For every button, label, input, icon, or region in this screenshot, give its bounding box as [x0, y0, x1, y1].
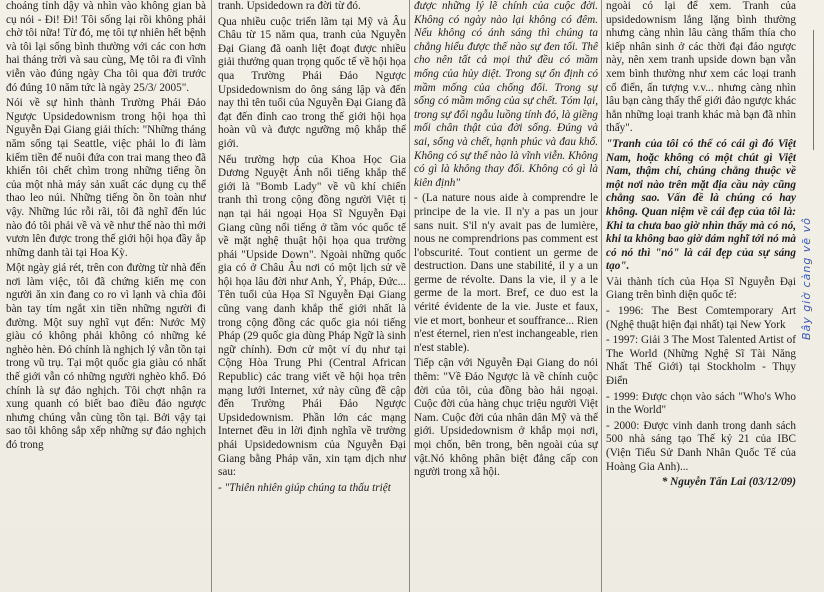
author-signature: * Nguyễn Tấn Lai (03/12/09) — [661, 476, 796, 489]
paragraph: Nói về sự hình thành Trường Phái Đảo Ngược Upsidedownism trong hội họa thì Nguyễn Đại Giang giải thích: "Những tháng năm sống tại Seattle, việc phải lo đi làm kiếm tiền để nuôi đứa con trai mang theo đã khiến tôi chết chìm trong những tiếng ồn của một nhà máy sản xuất các dụng cụ thể thao leo núi. Những tiếng ồn ồn toàn như vậy. Những lúc rỗi rãi, tôi đã nghĩ đến lúc nào đó tôi phải về và vẽ như thế nào thì mới vươn lên được trong thế giới hội họa đầy ắp những danh tài tại Hoa Kỳ. — [6, 97, 206, 259]
paragraph: - 2000: Được vinh danh trong danh sách 500 nhà sáng tạo Thế kỷ 21 của IBC (Viện Tiểu Sử Danh Nhân Quốc Tế của Hoàng Gia Anh)... — [606, 419, 796, 473]
paragraph: Qua nhiều cuộc triển lãm tại Mỹ và Âu Châu từ 15 năm qua, tranh của Nguyễn Đại Giang đã oanh liệt đoạt được nhiều giải thưởng quan trọng quốc tế về hội họa qua Trường Phái Đảo Ngược Upsidedownism do ông sáng lập và đến nay thì tên tuổi của Nguyễn Đại Giang đã đạt đến đỉnh cao trong thế giới hội họa hoàn vũ và được ngưỡng mộ khắp thế giới. — [218, 15, 406, 150]
paragraph: tranh. Upsidedown ra đời từ đó. — [218, 0, 361, 12]
paragraph: - 1999: Được chọn vào sách "Who's Who in the World" — [606, 390, 796, 417]
handwritten-note: Bây giờ càng vẽ vô — [800, 217, 813, 340]
article-column-4 — [606, 0, 796, 592]
paragraph: ngoài có lại để xem. Tranh của upsidedownism lắng lặng bình thường nhưng càng nhìn lâu càng thấm thía cho kiếp nhân sinh ở các thời đại đảo ngược này, nên xem tranh upside down bạn vẫn xem bình thường như xem các loại tranh cổ điển, ấn tượng v.v... nhưng càng nhìn lâu bạn càng thấy thế giới đảo ngược khác hẳn những loại tranh khác mà bạn đã nhìn thấy". — [606, 0, 796, 135]
paragraph: Vài thành tích của Họa Sĩ Nguyễn Đại Giang trên bình diện quốc tế: — [606, 275, 796, 302]
paragraph: được những lý lẽ chính của cuộc đời. Không có ngày nào lại không có đêm. Nếu không có ánh sáng thì chúng ta chẳng hiểu được thế nào sự đen tối. Thế cho nên tất cả mọi thứ đều có mầm mống của hủy diệt. Trong sự ổn định có mầm mống của chống đối. Trong sự sống có mầm mống của sự chết. Tóm lại, trong sự đối ngẫu luồng tính đó, là giềng mối chân thật của đời sống. Đúng và sai, sống và chết, hạnh phúc và đau khổ. Không có sự thế nào là vĩnh viễn. Không có gì là không thay đổi. Không có gì là kiên định" — [414, 0, 598, 189]
column-rule — [601, 0, 602, 592]
paragraph: - "Thiên nhiên giúp chúng ta thấu triệt — [218, 481, 391, 494]
paragraph: Nếu trường hợp của Khoa Học Gia Dương Nguyệt Ánh nổi tiếng khắp thế giới là "Bomb Lady" về vũ khí chiến tranh thì trong cộng đồng người Việt tị nạn tại hải ngoại Họa Sĩ Nguyễn Đại Giang cũng nổi tiếng ở tầm vóc quốc tế về mặt nghệ thuật hội họa qua trường phái "Upside Down". Ngoài những quốc gia có ở Châu Âu nơi có một lịch sử về hội họa lâu đời như Anh, Ý, Pháp, Đức... Tên tuổi của Họa Sĩ Nguyễn Đại Giang cũng vang danh khắp thế giới nhất là trong cộng đồng các quốc gia nói tiếng Pháp (29 quốc gia dùng Pháp Ngữ là sinh ngữ chính). Đơn cử một ví dụ như tại Cộng Hòa Trung Phi (Central African Republic) các trang viết về hội họa trên mạng lưới Internet, xứ này cũng đề cập đến Trường Phái Đảo Ngược Upsidedownism. Phần lớn các mạng Internet đều in lời định nghĩa về trường phái Upsidedownism của Nguyễn Đại Giang bằng Pháp văn, xin tạm dịch như sau: — [218, 153, 406, 479]
paragraph: "Tranh của tôi có thể có cái gì đó Việt Nam, hoặc không có một chút gì Việt Nam, thậm chí, chúng chẳng thuộc về một nơi nào trên mặt địa cầu này cũng chẳng sao. Vấn đề là chúng có hay không. Quan niệm về cái đẹp của tôi là: Khi ta chưa bao giờ nhìn thấy mà có nó, khi ta không bao giờ dám nghĩ tới nó mà có nó thì "nó" là cái đẹp của sự sáng tạo". — [606, 137, 796, 273]
column-rule — [211, 0, 212, 592]
paragraph: choáng tỉnh dậy và nhìn vào không gian bà cụ nói - Đi! Đi! Tôi sống lại rồi không phải chờ tôi nữa! Từ đó, mẹ tôi tự nhiên hết bệnh và tôi lại sống bình thường với các con hơn hai tháng trời và sau cùng, Mẹ tôi ra đi vĩnh viễn vào đúng ngày Cha tôi qua đời trước đó đúng 10 năm tức là ngày 25/3/ 2005". — [6, 0, 206, 94]
paragraph: Một ngày giá rét, trên con đường từ nhà đến nơi làm việc, tôi đã chứng kiến mẹ con người ăn xin đang co ro vì lạnh và chìa đôi bàn tay tím ngắt xin tiền những người đi đường. Một suy nghĩ vụt đến: Nước Mỹ giàu có không phải không có những kẻ nghèo hèn. Đó chính là nghịch lý vẫn tồn tại trong vũ trụ. Tại một quốc gia giàu có nhất thế giới vẫn có những người nghèo khổ. Đó chính là sự đảo nghịch. Tôi chợt nhận ra xung quanh có biết bao điều đảo ngược nhưng chúng vẫn cùng tồn tại. Bởi vậy tại sao tôi không sắp xếp những sự đảo nghịch đó trong — [6, 262, 206, 451]
article-column-1 — [6, 0, 206, 592]
paragraph: - 1997: Giải 3 The Most Talented Artist of The World (Những Nghệ Sĩ Tài Năng Nhất Thế Giới) tại Stockholm - Thụy Điển — [606, 334, 796, 388]
paragraph: Tiếp cận với Nguyễn Đại Giang do nói thêm: "Về Đảo Ngược là về chính cuộc đời của tôi, của đồng bào hải ngoại. Cuộc đời của hàng chục triệu người Việt Nam. Cuộc đời của nhân dân Mỹ và thế giới. Upsidedownism ở khắp mọi nơi, mọi chốn, bên trong, bên ngoài của sự vật.Nó không phân biệt đẳng cấp con người trong xã hội. — [414, 357, 598, 479]
column-rule — [409, 0, 410, 592]
article-column-2 — [218, 0, 406, 592]
paragraph: - (La nature nous aide à comprendre le principe de la vie. Il n'y a pas un jour sans nuit. S'il n'y avait pas de lumière, nous ne comprendrions pas comment est l'obscurité. Tout contient un germe de destruction. Dans une stabilité, il y a un germe de révolte. Dans la vie, il y a le germe de la mort. Bref, ce duo est la vérité évidente de la vie. Juste et faux, vie et mort, bonheur et souffrance... Rien n'est éternel, rien n'est inchangeable, rien n'est stable). — [414, 192, 598, 354]
article-column-3 — [414, 0, 598, 592]
paragraph: - 1996: The Best Comtemporary Art (Nghệ thuật hiện đại nhất) tại New York — [606, 305, 796, 331]
